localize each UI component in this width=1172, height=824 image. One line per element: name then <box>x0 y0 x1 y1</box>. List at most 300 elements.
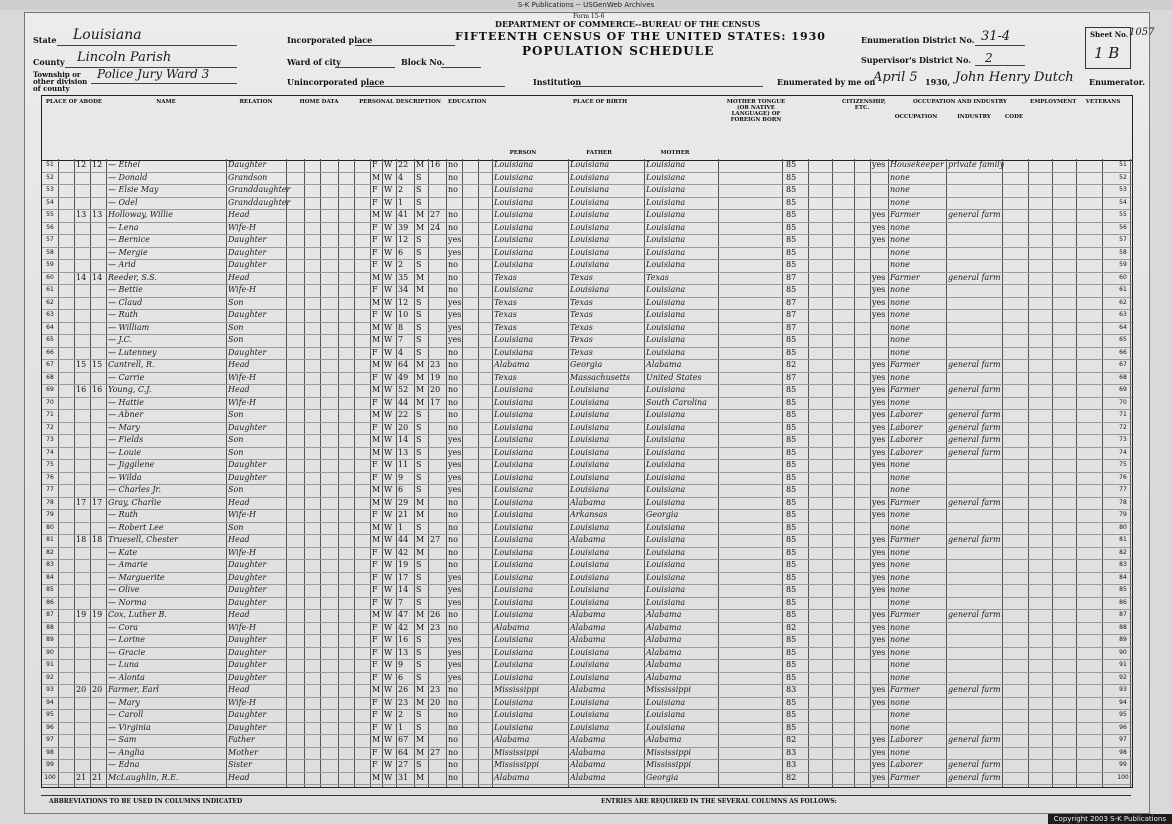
cell-name: Cantrell, R. <box>108 360 155 369</box>
cell-sex: F <box>372 372 378 382</box>
cell-ms: M <box>416 610 425 619</box>
cell-occ: none <box>890 585 910 594</box>
cell-sex: F <box>372 672 378 682</box>
cell-ma <box>430 522 444 534</box>
cell-race: W <box>384 160 393 169</box>
table-body <box>41 159 1133 788</box>
cell-father: Alabama <box>570 622 606 632</box>
line-number-right: 92 <box>1119 673 1127 681</box>
cell-sch: no <box>448 347 458 357</box>
cell-name: — Virginia <box>108 722 151 732</box>
cell-eng <box>872 322 890 334</box>
cell-dw <box>76 447 90 459</box>
cell-name: Holloway, Willie <box>108 210 173 219</box>
cell-sch: yes <box>448 485 462 494</box>
cell-ind <box>948 297 1002 309</box>
cell-sch: no <box>448 372 458 382</box>
line-number: 69 <box>46 386 54 393</box>
cell-father: Massachusetts <box>570 372 631 382</box>
cell-name: — Odel <box>108 197 138 207</box>
line-number: 80 <box>46 523 54 531</box>
cell-eng: yes <box>872 272 886 282</box>
cell-fam: 12 <box>92 160 103 169</box>
line-number: 58 <box>46 248 54 256</box>
cell-name: — Lena <box>108 222 139 232</box>
cell-father: Louisiana <box>570 435 610 444</box>
group-personal: PERSONAL DESCRIPTION <box>359 99 441 105</box>
cell-lang: 85 <box>786 260 797 269</box>
cell-father: Louisiana <box>570 172 610 182</box>
cell-age: 8 <box>398 322 404 332</box>
cell-ma <box>430 259 444 271</box>
cell-father: Louisiana <box>570 572 610 582</box>
cell-father: Louisiana <box>570 210 610 219</box>
cell-birth: Texas <box>494 297 517 307</box>
cell-fam <box>92 309 106 321</box>
cell-race: W <box>384 585 393 594</box>
cell-ind: general farm <box>948 435 1001 444</box>
cell-lang: 87 <box>786 297 797 307</box>
cell-dw <box>76 334 90 346</box>
line-number-right: 75 <box>1119 461 1127 468</box>
line-number: 66 <box>46 348 54 356</box>
cell-sch: no <box>448 385 458 394</box>
cell-sch: no <box>448 710 458 719</box>
cell-fam <box>92 184 106 196</box>
cell-ma <box>430 597 444 609</box>
cell-rel: Daughter <box>228 260 267 269</box>
cell-lang: 85 <box>786 172 797 182</box>
cell-ms: S <box>416 560 422 569</box>
cell-rel: Head <box>228 385 250 394</box>
line-number-right: 61 <box>1119 286 1127 293</box>
cell-dw: 18 <box>76 535 87 544</box>
cell-father: Texas <box>570 347 593 357</box>
cell-lang: 87 <box>786 372 797 382</box>
cell-ms: M <box>416 747 425 757</box>
cell-father: Louisiana <box>570 660 610 669</box>
cell-name: — Hattie <box>108 397 145 407</box>
cell-lang: 82 <box>786 772 797 782</box>
table-row <box>42 609 1132 621</box>
cell-fam <box>92 634 106 646</box>
cell-father: Louisiana <box>570 485 610 494</box>
line-number-right: 100 <box>1117 773 1129 781</box>
line-number-right: 51 <box>1119 161 1127 168</box>
cell-occ: Farmer <box>890 272 920 282</box>
line-number: 92 <box>46 673 54 681</box>
cell-ma: 23 <box>430 360 441 369</box>
cell-sex: M <box>372 272 381 282</box>
cell-birth: Louisiana <box>494 410 534 419</box>
cell-rel: Daughter <box>228 560 267 569</box>
cell-father: Arkansas <box>570 510 608 519</box>
cell-rel: Daughter <box>228 710 267 719</box>
cell-mother: Louisiana <box>646 722 686 732</box>
cell-sex: F <box>372 347 378 357</box>
cell-lang: 85 <box>786 247 797 257</box>
table-row <box>42 459 1132 471</box>
cell-father: Louisiana <box>570 410 610 419</box>
township-label: Township or other division of county <box>33 70 88 93</box>
cell-sch: yes <box>448 647 462 657</box>
line-number: 72 <box>46 423 54 431</box>
cell-rel: Wife-H <box>228 222 257 232</box>
line-number: 98 <box>46 748 54 756</box>
cell-mother: Louisiana <box>646 347 686 357</box>
cell-fam: 21 <box>92 772 103 782</box>
table-row <box>42 347 1132 359</box>
group-place-of-abode: PLACE OF ABODE <box>45 99 103 105</box>
cell-occ: none <box>890 260 910 269</box>
line-number-right: 99 <box>1119 761 1127 768</box>
cell-ma <box>430 497 444 509</box>
line-number-right: 97 <box>1119 736 1127 743</box>
census-sheet <box>24 12 1155 814</box>
cell-age: 9 <box>398 660 404 669</box>
table-row <box>42 634 1132 646</box>
cell-father: Alabama <box>570 685 606 694</box>
cell-occ: none <box>890 697 910 707</box>
cell-birth: Louisiana <box>494 635 534 644</box>
cell-fam <box>92 734 106 746</box>
cell-rel: Daughter <box>228 310 267 319</box>
cell-ind <box>948 559 1002 571</box>
cell-age: 4 <box>398 347 404 357</box>
occ-industry: INDUSTRY <box>957 114 991 120</box>
cell-ms: M <box>416 222 425 232</box>
cell-ma <box>430 559 444 571</box>
cell-occ: none <box>890 185 910 194</box>
cell-ms: S <box>416 710 422 719</box>
cell-rel: Grandson <box>228 172 268 182</box>
cell-sch: no <box>448 510 458 519</box>
cell-age: 39 <box>398 222 409 232</box>
cell-rel: Son <box>228 297 244 307</box>
cell-dw <box>76 322 90 334</box>
cell-occ: none <box>890 660 910 669</box>
cell-name: Gray, Charlie <box>108 497 162 507</box>
cell-race: W <box>384 747 393 757</box>
line-number-right: 77 <box>1119 486 1127 493</box>
cell-race: W <box>384 460 393 469</box>
cell-sex: F <box>372 422 378 432</box>
cell-ind <box>948 622 1002 634</box>
cell-ma <box>430 709 444 721</box>
cell-name: — Wilda <box>108 472 142 482</box>
cell-race: W <box>384 560 393 569</box>
cell-lang: 85 <box>786 560 797 569</box>
line-number: 84 <box>46 573 54 581</box>
cell-ms: S <box>416 347 422 357</box>
cell-sch: no <box>448 610 458 619</box>
line-number: 62 <box>46 298 54 306</box>
line-number-right: 72 <box>1119 423 1127 431</box>
cell-sch: yes <box>448 247 462 257</box>
cell-fam <box>92 472 106 484</box>
cell-ma <box>430 434 444 446</box>
cell-father: Georgia <box>570 360 603 369</box>
cell-mother: Alabama <box>646 622 682 632</box>
cell-race: W <box>384 197 393 207</box>
cell-occ: none <box>890 235 910 244</box>
cell-occ: none <box>890 372 910 382</box>
cell-race: W <box>384 710 393 719</box>
cell-name: — Claud <box>108 297 143 307</box>
cell-sex: F <box>372 397 378 407</box>
cell-fam <box>92 172 106 184</box>
line-number-right: 63 <box>1119 311 1127 318</box>
cell-race: W <box>384 372 393 382</box>
cell-sex: F <box>372 510 378 519</box>
cell-eng: yes <box>872 585 886 594</box>
cell-ms: S <box>416 572 422 582</box>
cell-eng <box>872 484 890 496</box>
cell-birth: Louisiana <box>494 210 534 219</box>
cell-dw <box>76 259 90 271</box>
cell-sex: M <box>372 535 381 544</box>
cell-dw <box>76 459 90 471</box>
cell-fam: 17 <box>92 497 103 507</box>
cell-ind <box>948 172 1002 184</box>
cell-mother: Louisiana <box>646 210 686 219</box>
cell-birth: Louisiana <box>494 535 534 544</box>
cell-rel: Son <box>228 522 244 532</box>
cell-lang: 85 <box>786 347 797 357</box>
cell-age: 7 <box>398 597 404 607</box>
line-number: 76 <box>46 473 54 481</box>
line-number-right: 53 <box>1119 186 1127 193</box>
cell-birth: Louisiana <box>494 610 534 619</box>
group-mother-tongue: MOTHER TONGUE (OR NATIVE LANGUAGE) OF FOREIGN BORN <box>726 99 786 123</box>
cell-age: 29 <box>398 497 409 507</box>
line-number: 96 <box>46 723 54 731</box>
cell-ma <box>430 634 444 646</box>
line-number: 70 <box>46 398 54 406</box>
archive-banner: S-K Publications -- USGenWeb Archives <box>0 0 1172 10</box>
cell-birth: Louisiana <box>494 710 534 719</box>
cell-occ: Farmer <box>890 210 920 219</box>
line-number: 100 <box>44 773 56 781</box>
line-number-right: 76 <box>1119 473 1127 481</box>
cell-sex: F <box>372 597 378 607</box>
line-number: 60 <box>46 273 54 281</box>
line-number: 61 <box>46 286 54 293</box>
cell-occ: none <box>890 347 910 357</box>
cell-fam <box>92 597 106 609</box>
cell-ms: M <box>416 372 425 382</box>
cell-mother: Louisiana <box>646 597 686 607</box>
cell-mother: Mississippi <box>646 685 692 694</box>
cell-name: — Sam <box>108 735 137 744</box>
cell-sch: no <box>448 272 458 282</box>
cell-ma: 26 <box>430 610 441 619</box>
cell-ind <box>948 284 1002 296</box>
cell-sch: no <box>448 760 458 769</box>
line-number: 52 <box>46 173 54 181</box>
line-number: 87 <box>46 611 54 618</box>
cell-ma <box>430 322 444 334</box>
cell-age: 9 <box>398 472 404 482</box>
cell-dw <box>76 347 90 359</box>
cell-rel: Wife-H <box>228 622 257 632</box>
cell-ms: M <box>416 360 425 369</box>
cell-birth: Louisiana <box>494 172 534 182</box>
cell-sch: yes <box>448 435 462 444</box>
line-number-right: 73 <box>1119 436 1127 443</box>
cell-sex: F <box>372 185 378 194</box>
table-row <box>42 522 1132 534</box>
cell-birth: Texas <box>494 272 517 282</box>
cell-age: 1 <box>398 722 404 732</box>
cell-race: W <box>384 172 393 182</box>
cell-mother: Alabama <box>646 360 682 369</box>
cell-occ: none <box>890 522 910 532</box>
table-row <box>42 172 1132 184</box>
state-value: Louisiana <box>73 27 142 43</box>
line-number: 68 <box>46 373 54 381</box>
cell-birth: Alabama <box>494 772 530 782</box>
cell-rel: Daughter <box>228 635 267 644</box>
cell-occ: none <box>890 547 910 557</box>
cell-sex: F <box>372 160 378 169</box>
cell-rel: Wife-H <box>228 510 257 519</box>
cell-ma <box>430 334 444 346</box>
cell-race: W <box>384 597 393 607</box>
cell-father: Alabama <box>570 610 606 619</box>
cell-ma: 27 <box>430 747 441 757</box>
cell-ma: 23 <box>430 685 441 694</box>
cell-father: Louisiana <box>570 222 610 232</box>
county-label: County <box>33 57 65 67</box>
cell-sex: M <box>372 772 381 782</box>
cell-fam <box>92 547 106 559</box>
line-number: 53 <box>46 186 54 193</box>
cell-race: W <box>384 210 393 219</box>
cell-eng: yes <box>872 422 886 432</box>
line-number: 91 <box>46 661 54 668</box>
cell-sch: no <box>448 222 458 232</box>
block-label: Block No. <box>401 57 445 67</box>
table-row <box>42 397 1132 409</box>
cell-race: W <box>384 522 393 532</box>
cell-ind <box>948 372 1002 384</box>
cell-rel: Son <box>228 410 244 419</box>
cell-ind <box>948 334 1002 346</box>
cell-occ: none <box>890 510 910 519</box>
cell-name: Reeder, S.S. <box>108 272 157 282</box>
cell-name: — Ruth <box>108 310 139 319</box>
cell-race: W <box>384 322 393 332</box>
cell-sex: F <box>372 747 378 757</box>
cell-race: W <box>384 422 393 432</box>
cell-age: 41 <box>398 210 409 219</box>
cell-mother: Louisiana <box>646 572 686 582</box>
cell-age: 26 <box>398 685 409 694</box>
cell-ma: 19 <box>430 372 441 382</box>
cell-sex: M <box>372 322 381 332</box>
line-number: 94 <box>46 698 54 706</box>
cell-ms: M <box>416 685 425 694</box>
line-number-right: 93 <box>1119 686 1127 693</box>
line-number: 82 <box>46 548 54 556</box>
cell-dw <box>76 284 90 296</box>
enumerated-date: April 5 <box>873 70 918 85</box>
table-row <box>42 234 1132 246</box>
line-number: 65 <box>46 336 54 343</box>
cell-sex: F <box>372 547 378 557</box>
cell-mother: Alabama <box>646 660 682 669</box>
cell-name: — Bernice <box>108 235 150 244</box>
cell-fam <box>92 747 106 759</box>
cell-sex: M <box>372 685 381 694</box>
cell-race: W <box>384 285 393 294</box>
cell-eng: yes <box>872 435 886 444</box>
cell-eng <box>872 472 890 484</box>
cell-rel: Son <box>228 447 244 457</box>
cell-occ: none <box>890 172 910 182</box>
cell-age: 6 <box>398 485 404 494</box>
cell-dw <box>76 759 90 771</box>
cell-ma <box>430 759 444 771</box>
cell-father: Alabama <box>570 772 606 782</box>
cell-lang: 85 <box>786 660 797 669</box>
cell-birth: Louisiana <box>494 460 534 469</box>
township-value: Police Jury Ward 3 <box>97 67 210 81</box>
line-number-right: 71 <box>1119 411 1127 418</box>
cell-occ: Farmer <box>890 610 920 619</box>
cell-dw <box>76 222 90 234</box>
cell-age: 1 <box>398 197 404 207</box>
cell-age: 23 <box>398 697 409 707</box>
cell-occ: Laborer <box>890 422 923 432</box>
cell-ma <box>430 459 444 471</box>
cell-father: Louisiana <box>570 697 610 707</box>
cell-mother: Louisiana <box>646 497 686 507</box>
table-row <box>42 322 1132 334</box>
cell-fam <box>92 572 106 584</box>
cell-mother: Louisiana <box>646 285 686 294</box>
column-header <box>41 95 1133 161</box>
cell-ma: 23 <box>430 622 441 632</box>
cell-birth: Louisiana <box>494 660 534 669</box>
cell-sch: yes <box>448 335 462 344</box>
table-row <box>42 472 1132 484</box>
cell-sex: M <box>372 297 381 307</box>
cell-lang: 82 <box>786 360 797 369</box>
cell-birth: Louisiana <box>494 285 534 294</box>
cell-dw: 13 <box>76 210 87 219</box>
table-row <box>42 547 1132 559</box>
cell-rel: Father <box>228 735 255 744</box>
line-number: 85 <box>46 586 54 593</box>
cell-ms: S <box>416 635 422 644</box>
cell-mother: Louisiana <box>646 322 686 332</box>
table-row <box>42 197 1132 209</box>
cell-ind: general farm <box>948 535 1001 544</box>
cell-name: Truesell, Chester <box>108 535 178 544</box>
line-number: 99 <box>46 761 54 768</box>
line-number-right: 55 <box>1119 211 1127 218</box>
cell-occ: none <box>890 635 910 644</box>
line-number-right: 96 <box>1119 723 1127 731</box>
cell-name: Cox, Luther B. <box>108 610 167 619</box>
cell-race: W <box>384 697 393 707</box>
cell-eng: yes <box>872 760 886 769</box>
cell-sex: M <box>372 497 381 507</box>
line-number-right: 69 <box>1119 386 1127 393</box>
cell-ma <box>430 447 444 459</box>
